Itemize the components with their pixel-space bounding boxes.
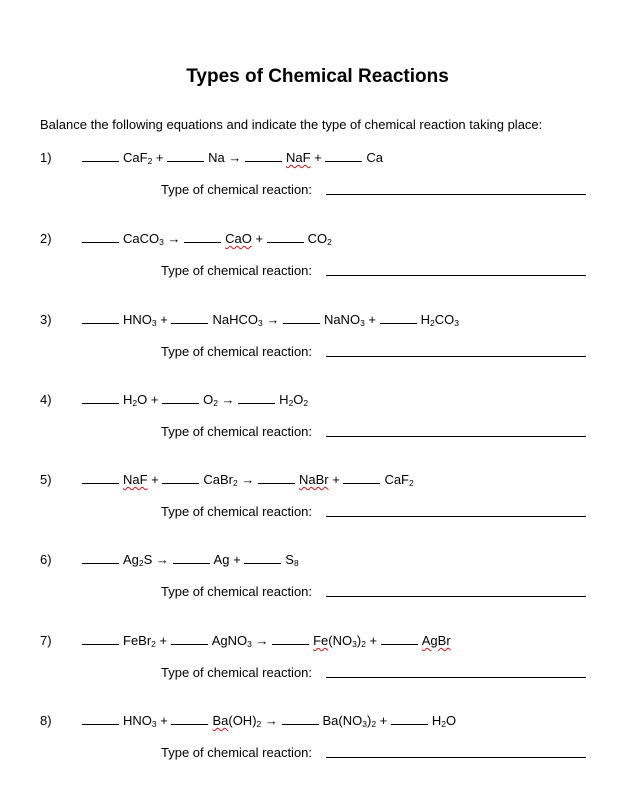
coefficient-blank[interactable]	[184, 232, 221, 243]
reaction-type-answer-line[interactable]	[326, 757, 586, 758]
plus-symbol: +	[229, 552, 245, 567]
arrow-symbol: →	[237, 472, 258, 487]
arrow-symbol: →	[163, 231, 185, 246]
coefficient-blank[interactable]	[82, 151, 119, 162]
reaction-type-label: Type of chemical reaction:	[161, 344, 313, 359]
coefficient-blank[interactable]	[282, 714, 319, 725]
problem-number: 2)	[40, 231, 52, 246]
coefficient-blank[interactable]	[82, 393, 119, 404]
chemical-formula: $HNO_3$	[123, 312, 157, 328]
coefficient-blank[interactable]	[82, 232, 119, 243]
chemical-formula: $Ba(OH)_2$	[212, 713, 262, 729]
arrow-symbol: →	[261, 713, 282, 728]
problem-number: 4)	[40, 392, 52, 407]
plus-symbol: +	[156, 312, 172, 327]
chemical-formula: CaBr$_2$	[203, 472, 238, 488]
arrow-symbol: →	[251, 633, 273, 648]
chemical-formula: $H_2CO_3$	[420, 312, 459, 328]
coefficient-blank[interactable]	[380, 313, 417, 324]
equation	[82, 392, 308, 407]
problem-7	[0, 633, 635, 693]
plus-symbol: +	[156, 713, 172, 728]
chemical-formula: $O_2$	[203, 392, 218, 408]
problem-number: 1)	[40, 150, 52, 165]
plus-symbol: +	[147, 472, 163, 487]
coefficient-blank[interactable]	[283, 313, 320, 324]
chemical-formula: AgBr	[421, 633, 451, 648]
coefficient-blank[interactable]	[82, 553, 119, 564]
problem-number: 3)	[40, 312, 52, 327]
arrow-symbol: →	[152, 552, 173, 567]
coefficient-blank[interactable]	[381, 634, 418, 645]
plus-symbol: +	[155, 633, 171, 648]
chemical-formula: FeBr$_2$	[123, 633, 156, 649]
plus-symbol: +	[364, 312, 380, 327]
coefficient-blank[interactable]	[343, 473, 380, 484]
equation	[82, 552, 299, 567]
coefficient-blank[interactable]	[171, 714, 208, 725]
arrow-symbol: →	[224, 150, 245, 165]
chemical-formula: CaO	[225, 231, 252, 246]
chemical-formula: CaF$_2$	[384, 472, 414, 488]
equation	[82, 472, 414, 487]
equation	[82, 312, 459, 327]
coefficient-blank[interactable]	[325, 151, 362, 162]
equation	[82, 713, 456, 728]
reaction-type-answer-line[interactable]	[326, 516, 586, 517]
coefficient-blank[interactable]	[82, 473, 119, 484]
plus-symbol: +	[365, 633, 381, 648]
problem-number: 7)	[40, 633, 52, 648]
coefficient-blank[interactable]	[171, 634, 208, 645]
equation	[82, 633, 451, 648]
chemical-formula: $Ag_2S$	[123, 552, 153, 568]
arrow-symbol: →	[262, 312, 283, 327]
problem-4	[0, 392, 635, 452]
coefficient-blank[interactable]	[82, 714, 119, 725]
problem-5	[0, 472, 635, 532]
problem-6	[0, 552, 635, 612]
plus-symbol: +	[328, 472, 344, 487]
reaction-type-answer-line[interactable]	[326, 194, 586, 195]
coefficient-blank[interactable]	[244, 553, 281, 564]
coefficient-blank[interactable]	[238, 393, 275, 404]
coefficient-blank[interactable]	[258, 473, 295, 484]
problem-number: 8)	[40, 713, 52, 728]
plus-symbol: +	[310, 150, 326, 165]
chemical-formula: $CO_2$	[307, 231, 332, 247]
coefficient-blank[interactable]	[162, 473, 199, 484]
chemical-formula: AgNO$_3$	[211, 633, 252, 649]
arrow-symbol: →	[217, 392, 239, 407]
reaction-type-label: Type of chemical reaction:	[161, 584, 313, 599]
coefficient-blank[interactable]	[171, 313, 208, 324]
reaction-type-answer-line[interactable]	[326, 596, 586, 597]
chemical-formula: Ca	[366, 150, 383, 165]
problem-number: 6)	[40, 552, 52, 567]
coefficient-blank[interactable]	[82, 634, 119, 645]
reaction-type-label: Type of chemical reaction:	[161, 745, 313, 760]
instructions: Balance the following equations and indicate the type of chemical reaction taking place:	[40, 117, 543, 132]
reaction-type-label: Type of chemical reaction:	[161, 182, 313, 197]
chemical-formula: NaHCO$_3$	[212, 312, 263, 328]
reaction-type-label: Type of chemical reaction:	[161, 504, 313, 519]
chemical-formula: NaBr	[298, 472, 329, 487]
chemical-formula: Ag	[213, 552, 230, 567]
reaction-type-answer-line[interactable]	[326, 275, 586, 276]
plus-symbol: +	[152, 150, 168, 165]
problem-8	[0, 713, 635, 773]
plus-symbol: +	[147, 392, 163, 407]
problem-3	[0, 312, 635, 372]
coefficient-blank[interactable]	[267, 232, 304, 243]
chemical-formula: NaF	[123, 472, 148, 487]
chemical-formula: Na	[208, 150, 225, 165]
coefficient-blank[interactable]	[167, 151, 204, 162]
coefficient-blank[interactable]	[173, 553, 210, 564]
plus-symbol: +	[251, 231, 267, 246]
chemical-formula: CaF$_2$	[123, 150, 153, 166]
coefficient-blank[interactable]	[245, 151, 282, 162]
reaction-type-answer-line[interactable]	[326, 677, 586, 678]
chemical-formula: $S_8$	[285, 552, 299, 568]
page-title: Types of Chemical Reactions	[186, 66, 449, 87]
equation	[82, 231, 332, 246]
chemical-formula: $H_2O$	[123, 392, 148, 408]
reaction-type-answer-line[interactable]	[326, 356, 586, 357]
reaction-type-label: Type of chemical reaction:	[161, 263, 313, 278]
coefficient-blank[interactable]	[82, 313, 119, 324]
problem-2	[0, 231, 635, 291]
reaction-type-label: Type of chemical reaction:	[161, 424, 313, 439]
problem-number: 5)	[40, 472, 52, 487]
coefficient-blank[interactable]	[272, 634, 309, 645]
chemical-formula: CaCO$_3$	[123, 231, 164, 247]
problem-1	[0, 150, 635, 210]
equation	[82, 150, 383, 165]
coefficient-blank[interactable]	[391, 714, 428, 725]
chemical-formula: $Fe(NO_3)_2$	[313, 633, 366, 649]
plus-symbol: +	[376, 713, 391, 728]
chemical-formula: NaF	[285, 150, 311, 165]
reaction-type-label: Type of chemical reaction:	[161, 665, 313, 680]
reaction-type-answer-line[interactable]	[326, 436, 586, 437]
chemical-formula: $H_2O$	[431, 713, 457, 729]
chemical-formula: $Ba(NO_3)_2$	[322, 713, 377, 729]
chemical-formula: NaNO$_3$	[323, 312, 365, 328]
coefficient-blank[interactable]	[162, 393, 199, 404]
chemical-formula: $H_2O_2$	[279, 392, 309, 408]
chemical-formula: $HNO_3$	[123, 713, 157, 729]
